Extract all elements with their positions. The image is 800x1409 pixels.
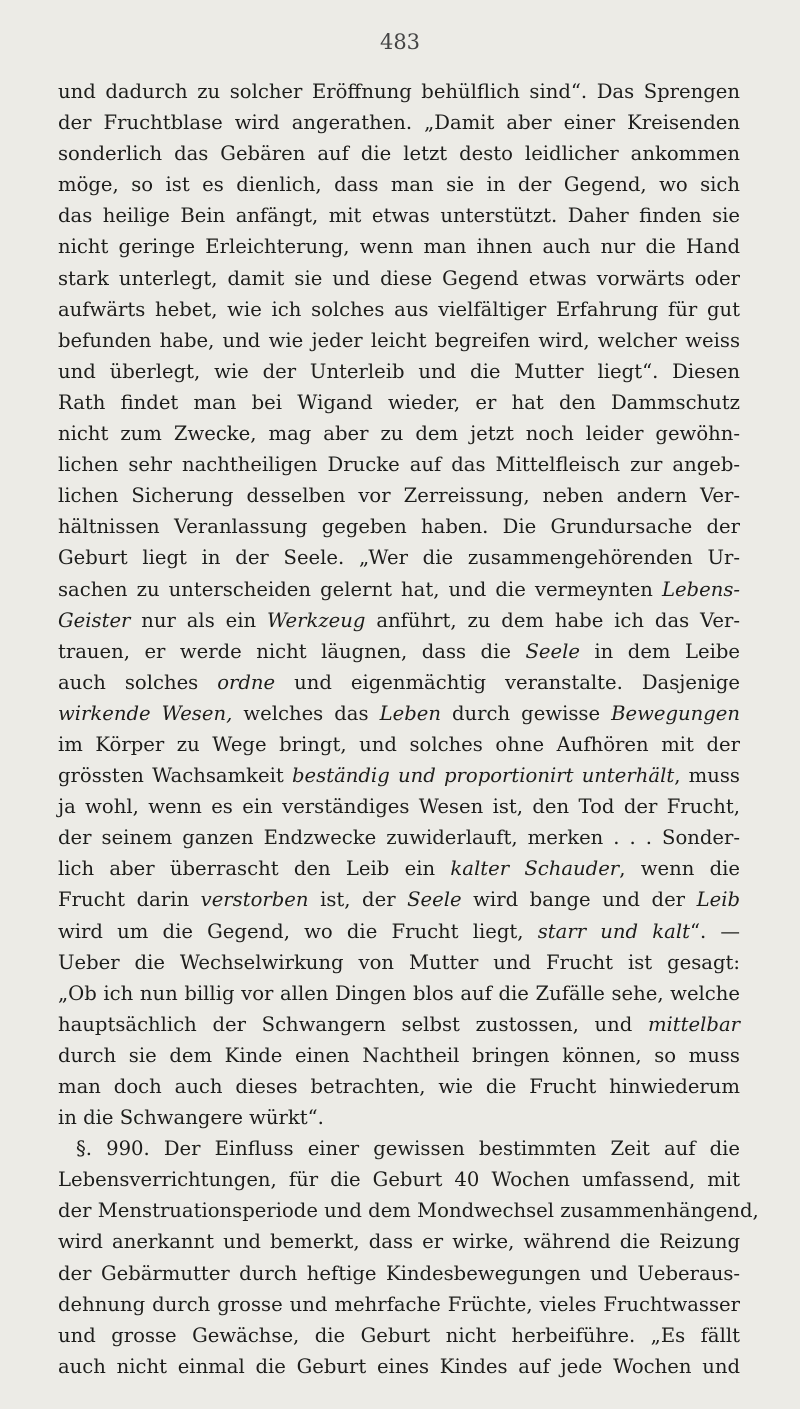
text-line: der Fruchtblase wird angerathen. „Damit aber einer Kreisenden xyxy=(58,111,740,135)
text-line: lichen Sicherung desselben vor Zerreissung, neben andern Ver- xyxy=(58,484,740,508)
text-run: grössten Wachsamkeit xyxy=(58,764,293,788)
emphasis-text: ordne xyxy=(217,670,276,694)
text-run: wird bange und der xyxy=(461,888,697,912)
text-line xyxy=(58,698,740,729)
emphasis-text: Leib xyxy=(696,888,741,912)
text-line: ja wohl, wenn es ein verständiges Wesen ist, den Tod der Frucht, xyxy=(58,795,740,819)
text-line: in die Schwangere würkt“. xyxy=(58,1106,324,1130)
text-line: im Körper zu Wege bringt, und solches ohne Aufhören mit der xyxy=(58,732,740,756)
text-line: Geburt liegt in der Seele. „Wer die zusammengehörenden Ur- xyxy=(58,546,740,570)
text-line: und überlegt, wie der Unterleib und die Mutter liegt“. Diesen xyxy=(58,359,740,383)
text-line: nicht geringe Erleichterung, wenn man ihnen auch nur die Hand xyxy=(58,235,740,259)
text-line: und dadurch zu solcher Eröffnung behülflich sind“. Das Sprengen xyxy=(58,80,740,103)
text-line: befunden habe, und wie jeder leicht begreifen wird, welcher weiss xyxy=(58,328,740,352)
emphasis-text: Bewegungen xyxy=(611,701,740,725)
text-run: “. — xyxy=(689,919,741,943)
text-line xyxy=(58,636,740,667)
text-line: auch nicht einmal die Geburt eines Kindes auf jede Wochen und xyxy=(58,1354,740,1378)
emphasis-text: verstorben xyxy=(200,888,309,912)
text-line: aufwärts hebet, wie ich solches aus vielfältiger Erfahrung für gut xyxy=(58,297,740,321)
text-line: der seinem ganzen Endzwecke zuwiderlauft, merken . . . Sonder- xyxy=(58,826,740,850)
text-run: anführt, zu dem habe ich das Ver- xyxy=(365,608,740,632)
section-line: §. 990. Der Einfluss einer gewissen bestimmten Zeit auf die xyxy=(76,1137,740,1161)
text-line: man doch auch dieses betrachten, wie die Frucht hinwiederum xyxy=(58,1075,740,1098)
text-line xyxy=(58,884,740,915)
text-line: sonderlich das Gebären auf die letzt desto leidlicher ankommen xyxy=(58,142,740,166)
emphasis-text: starr und kalt xyxy=(537,919,690,943)
text-run: Frucht darin xyxy=(58,888,201,912)
text-run: welches das xyxy=(232,701,380,725)
text-line xyxy=(58,916,740,947)
text-line: stark unterlegt, damit sie und diese Gegend etwas vorwärts oder xyxy=(58,266,740,290)
emphasis-text: Seele xyxy=(525,639,580,663)
text-run: trauen, er werde nicht läugnen, dass die xyxy=(58,639,526,663)
text-line: dehnung durch grosse und mehrfache Früchte, vieles Fruchtwasser xyxy=(58,1292,740,1316)
text-line: das heilige Bein anfängt, mit etwas unterstützt. Daher finden sie xyxy=(58,204,740,228)
emphasis-text: Leben xyxy=(379,701,441,725)
text-run: wird um die Gegend, wo die Frucht liegt, xyxy=(58,919,538,943)
text-line xyxy=(58,574,740,605)
text-run: lich aber überrascht den Leib ein xyxy=(58,857,451,881)
text-run: durch gewisse xyxy=(440,701,612,725)
text-line xyxy=(58,1009,740,1040)
text-line: möge, so ist es dienlich, dass man sie in der Gegend, wo sich xyxy=(58,173,740,197)
text-run: auch solches xyxy=(58,670,218,694)
text-run: , muss xyxy=(674,764,740,788)
text-run: sachen zu unterscheiden gelernt hat, und die vermeynten xyxy=(58,577,662,601)
emphasis-text: Werkzeug xyxy=(266,608,366,632)
page-number: 483 xyxy=(379,30,421,54)
text-line: durch sie dem Kinde einen Nachtheil bringen können, so muss xyxy=(58,1043,740,1067)
text-line: Rath findet man bei Wigand wieder, er hat den Dammschutz xyxy=(58,390,740,414)
text-run: ist, der xyxy=(308,888,408,912)
text-line xyxy=(58,667,740,698)
text-line: der Gebärmutter durch heftige Kindesbewegungen und Ueberaus- xyxy=(58,1261,740,1285)
emphasis-text: Lebens- xyxy=(661,577,740,601)
text-line: hältnissen Veranlassung gegeben haben. Die Grundursache der xyxy=(58,515,740,539)
text-run: hauptsächlich der Schwangern selbst zustossen, und xyxy=(58,1012,648,1036)
emphasis-text: kalter Schauder xyxy=(450,857,620,881)
text-run: , wenn die xyxy=(619,857,741,881)
emphasis-text: wirkende Wesen, xyxy=(58,701,233,725)
emphasis-text: beständig und proportionirt unterhält xyxy=(292,764,675,788)
text-line: „Ob ich nun billig vor allen Dingen blos auf die Zufälle sehe, welche xyxy=(58,981,740,1005)
text-line: der Menstruationsperiode und dem Mondwechsel zusammenhängend, xyxy=(58,1199,759,1223)
text-line xyxy=(58,605,740,636)
emphasis-text: mittelbar xyxy=(647,1012,740,1036)
text-run: nur als ein xyxy=(130,608,267,632)
text-line: Lebensverrichtungen, für die Geburt 40 Wochen umfassend, mit xyxy=(58,1168,740,1192)
text-line: Ueber die Wechselwirkung von Mutter und Frucht ist gesagt: xyxy=(58,950,740,974)
text-line xyxy=(58,760,740,791)
text-line: und grosse Gewächse, die Geburt nicht herbeiführe. „Es fällt xyxy=(58,1323,740,1347)
text-line xyxy=(58,853,740,884)
emphasis-text: Seele xyxy=(407,888,462,912)
emphasis-text: Geister xyxy=(58,608,131,632)
body-text xyxy=(58,76,759,1382)
text-line: nicht zum Zwecke, mag aber zu dem jetzt noch leider gewöhn- xyxy=(58,422,740,446)
text-line: lichen sehr nachtheiligen Drucke auf das Mittelfleisch zur angeb- xyxy=(58,453,740,477)
text-run: und eigenmächtig veranstalte. Dasjenige xyxy=(275,670,740,694)
text-line: wird anerkannt und bemerkt, dass er wirke, während die Reizung xyxy=(58,1230,740,1254)
text-run: in dem Leibe xyxy=(579,639,740,663)
